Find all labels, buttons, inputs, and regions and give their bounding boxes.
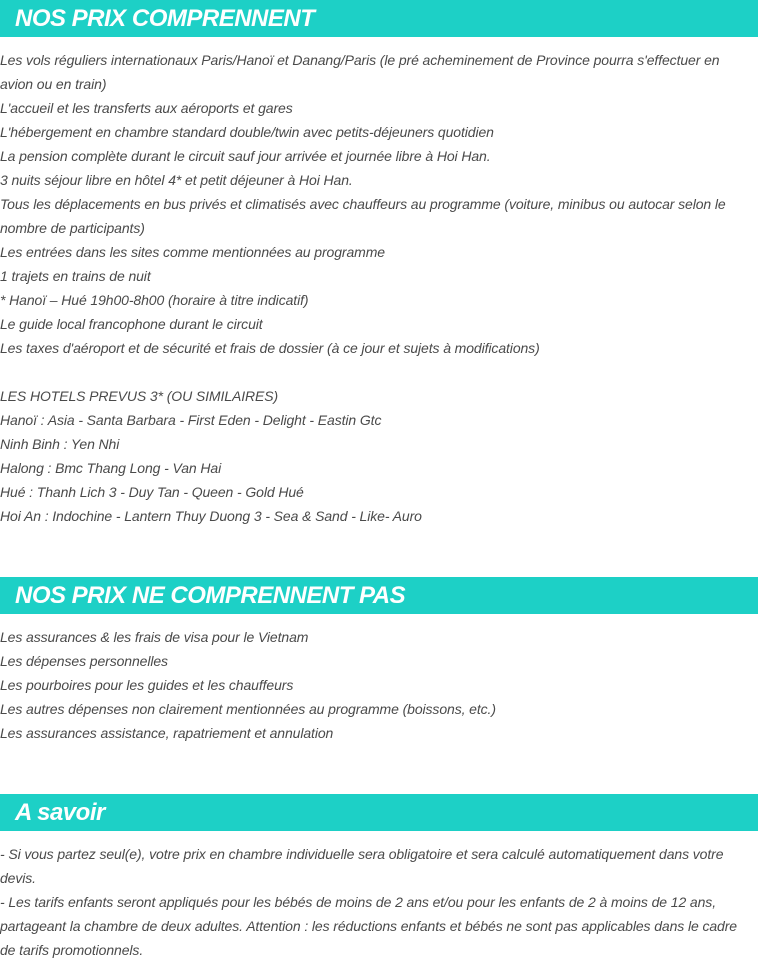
included-item: La pension complète durant le circuit sauf jour arrivée et journée libre à Hoi Han. <box>0 148 491 164</box>
section-title-included: NOS PRIX COMPRENNENT <box>15 5 315 32</box>
hotel-item: Halong : Bmc Thang Long - Van Hai <box>0 460 222 476</box>
excluded-item: Les autres dépenses non clairement mentionnées au programme (boissons, etc.) <box>0 701 496 717</box>
included-list <box>0 48 750 528</box>
section-title-info: A savoir <box>15 799 105 826</box>
included-item: Les taxes d'aéroport et de sécurité et frais de dossier (à ce jour et sujets à modifications) <box>0 340 540 356</box>
section-header-included <box>0 0 758 37</box>
included-item: Le guide local francophone durant le circuit <box>0 316 263 332</box>
info-item: - Si vous partez seul(e), votre prix en chambre individuelle sera obligatoire et sera calculé automatiquement dans votre devis. <box>0 846 724 886</box>
included-item: Les vols réguliers internationaux Paris/Hanoï et Danang/Paris (le pré acheminement de Province pourra s'effectuer en avion ou en train) <box>0 52 720 92</box>
excluded-item: Les assurances assistance, rapatriement et annulation <box>0 725 334 741</box>
included-item: Les entrées dans les sites comme mentionnées au programme <box>0 244 385 260</box>
excluded-list <box>0 625 750 745</box>
excluded-item: Les pourboires pour les guides et les chauffeurs <box>0 677 294 693</box>
hotel-item: Hanoï : Asia - Santa Barbara - First Eden - Delight - Eastin Gtc <box>0 412 382 428</box>
included-item: L'hébergement en chambre standard double/twin avec petits-déjeuners quotidien <box>0 124 494 140</box>
hotel-item: Hoi An : Indochine - Lantern Thuy Duong 3 - Sea & Sand - Like- Auro <box>0 508 422 524</box>
section-title-excluded: NOS PRIX NE COMPRENNENT PAS <box>15 582 406 609</box>
hotels-heading: LES HOTELS PREVUS 3* (OU SIMILAIRES) <box>0 388 279 404</box>
included-item: 1 trajets en trains de nuit <box>0 268 151 284</box>
excluded-item: Les assurances & les frais de visa pour le Vietnam <box>0 629 309 645</box>
included-item: L'accueil et les transferts aux aéroports et gares <box>0 100 293 116</box>
excluded-item: Les dépenses personnelles <box>0 653 168 669</box>
hotel-item: Ninh Binh : Yen Nhi <box>0 436 120 452</box>
included-item: Tous les déplacements en bus privés et climatisés avec chauffeurs au programme (voiture, minibus ou autocar selon le nombre de participants) <box>0 196 726 236</box>
section-header-info <box>0 794 758 831</box>
hotel-item: Hué : Thanh Lich 3 - Duy Tan - Queen - Gold Hué <box>0 484 304 500</box>
included-item: * Hanoï – Hué 19h00-8h00 (horaire à titre indicatif) <box>0 292 309 308</box>
included-item: 3 nuits séjour libre en hôtel 4* et petit déjeuner à Hoi Han. <box>0 172 353 188</box>
section-header-excluded <box>0 577 758 614</box>
info-list <box>0 842 750 962</box>
info-item: - Les tarifs enfants seront appliqués pour les bébés de moins de 2 ans et/ou pour les enfants de 2 à moins de 12 ans, partageant la chambre de deux adultes. Attention : les réductions enfants et bébés ne sont pas applicables dans le cadre de tarifs promotionnels. <box>0 894 737 958</box>
